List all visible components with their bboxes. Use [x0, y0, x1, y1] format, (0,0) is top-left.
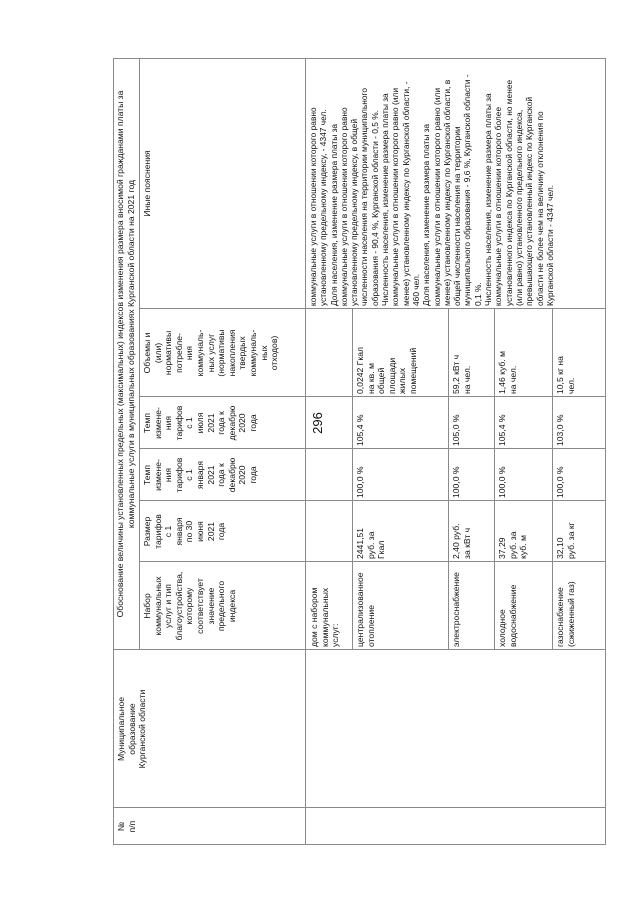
- row-1-volume: 0,0242 Гкал на кв. м общей площади жилых помещений: [355, 346, 418, 394]
- header-col-services: Набор коммунальных услуг и тип благоустройства, которому соответствует значение предельного индекса: [142, 571, 237, 641]
- row-3-service: холодное водоснабжение: [497, 584, 518, 647]
- row-sep-group: [352, 309, 353, 650]
- row-4-volume: 10,5 кг на чел.: [555, 356, 576, 394]
- header-col-number: № п/п: [116, 820, 137, 833]
- row-sep-3: [552, 309, 553, 650]
- row-sep-2: [494, 309, 495, 650]
- row-3-tariff: 37,29 руб. за куб. м: [497, 531, 529, 559]
- row-2-rate-jul: 105,0 %: [451, 414, 461, 446]
- row-2-tariff: 2,40 руб. за кВт ч: [451, 523, 472, 559]
- header-col-volumes: Объемы и (или) нормативы потребле- ния коммуналь- ных услуг (нормативы накопления твердых коммуналь- ных отходов): [142, 329, 280, 377]
- table-border-left: [113, 844, 606, 845]
- rotated-table: [113, 58, 606, 845]
- header-col-municipality: Муниципальное образование Курганской области: [116, 689, 148, 769]
- group-label: дом с набором коммунальных услуг:: [309, 587, 341, 647]
- row-2-rate-jan: 100,0 %: [451, 466, 461, 498]
- row-4-tariff: 32,10 руб. за кг: [555, 522, 576, 559]
- header-col-notes: Иные пояснения: [142, 150, 152, 217]
- row-3-rate-jul: 105,4 %: [497, 414, 507, 446]
- header-justification-title: Обоснование величины установленных предельных (максимальных) индексов изменения размера вносимой гражданами платы за коммунальные услуги в муниципальных образованиях Курганской области на 2021 год: [115, 90, 136, 618]
- page-number: 296: [310, 412, 325, 434]
- row-3-volume: 1,46 куб. м на чел.: [497, 351, 518, 394]
- col-sep-1: [113, 807, 606, 808]
- row-1-rate-jan: 100,0 %: [355, 466, 365, 498]
- row-2-volume: 59,2 кВт ч на чел.: [451, 354, 472, 394]
- notes-cell: коммунальные услуги в отношении которого равно установленному предельному индексу, - 4347 чел. Доля населения, изменение размера платы за коммунальные услуги в отношении которого равно установленному предельному индексу, в общей численности населения на территории муниципального образования - 90,4 %, Курганской области - 0,5 %. Численность населения, изменение размера платы за коммунальные услуги в отношении которого равно (или менее) установленному индексу по Курганской области, - 460 чел. Доля населения, изменение размера платы за коммунальные услуги в отношении которого равно (или менее) установленному индексу по Курганской области, в общей численности населения на территории муниципального образования - 9,6 %, Курганской области - 0,1 %. Численность населения, изменение размера платы за коммунальные услуги в отношении которого более установленного индекса по Курганской области, но менее (или равно) установленного предельного индекса, превышающего установленный индекс по Курганской области не более чем на величину отклонения по Курганской области - 4347 чел.: [308, 74, 555, 306]
- row-1-service: централизованное отопление: [355, 572, 376, 647]
- row-4-rate-jan: 100,0 %: [555, 466, 565, 498]
- row-2-service: электроснабжение: [451, 572, 461, 647]
- header-col-rate-jul: Темп измене- ния тарифов с 1 июля 2021 года к декабрю 2020 года: [142, 405, 258, 441]
- header-underline: [305, 58, 306, 845]
- row-3-rate-jan: 100,0 %: [497, 466, 507, 498]
- row-4-service: газоснабжение (сжиженный газ): [555, 581, 576, 647]
- header-col-tariff-size: Размер тарифов с 1 января по 30 июня 2021 года: [142, 514, 227, 549]
- table-border-bottom: [605, 58, 606, 845]
- row-sep-1: [448, 309, 449, 650]
- header-col-rate-jan: Темп измене- ния тарифов с 1 января 2021 года к dекабрю 2020 года: [142, 457, 258, 493]
- row-1-tariff: 2441,51 руб. за Гкал: [355, 527, 387, 559]
- row-1-rate-jul: 105,4 %: [355, 414, 365, 446]
- row-4-rate-jul: 103,0 %: [555, 414, 565, 446]
